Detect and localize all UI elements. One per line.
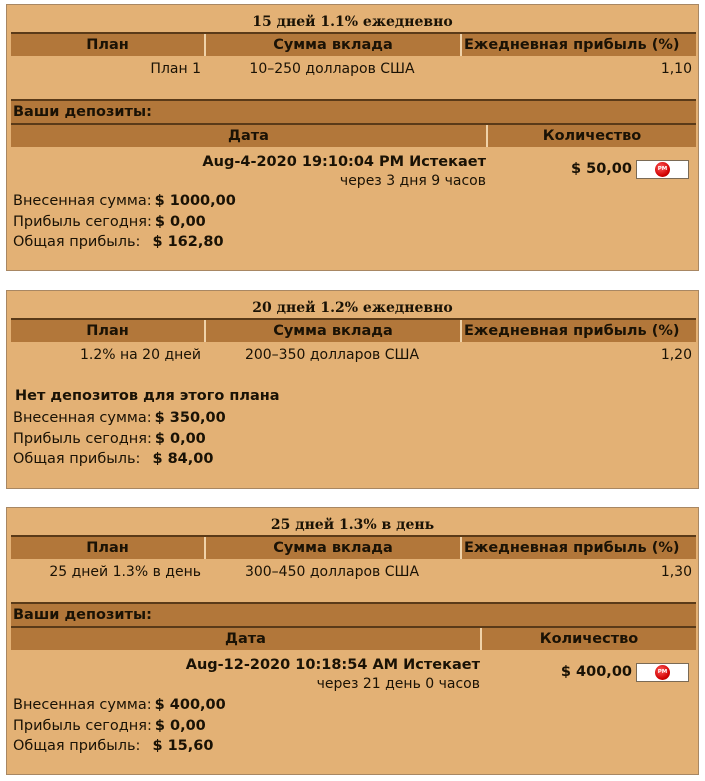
deposit-date: Aug-12-2020 10:18:54 AM Истекает: [185, 657, 480, 673]
deposits-header-label: Ваши депозиты:: [13, 104, 152, 120]
no-deposits-message: Нет депозитов для этого плана: [15, 388, 280, 404]
plan-table-header: [11, 535, 696, 559]
column-header-amount: Количество: [480, 628, 696, 650]
column-header-plan: План: [86, 37, 129, 53]
total-profit-label: Общая прибыль:: [13, 451, 141, 467]
deposit-row: [66, 153, 486, 191]
perfect-money-icon: PM: [655, 665, 670, 680]
total-profit-value: $ 15,60: [152, 738, 214, 754]
plan-sum-range: 200–350 долларов США: [244, 347, 420, 363]
column-header-plan: План: [86, 540, 129, 556]
deposit-amount: $ 400,00: [560, 664, 632, 680]
profit-today-label: Прибыль сегодня:: [13, 430, 152, 447]
deposit-row: [60, 656, 480, 694]
deposit-amount: $ 50,00: [570, 161, 632, 177]
column-header-sum: Сумма вклада: [204, 537, 460, 559]
payment-method-badge: [636, 160, 689, 179]
plan-title: 25 дней 1.3% в день: [270, 517, 435, 533]
plan-table-header: [11, 318, 696, 342]
deposited-label: Внесенная сумма:: [13, 410, 152, 426]
deposited-value: $ 1000,00: [154, 193, 236, 209]
total-profit-label: Общая прибыль:: [13, 738, 141, 754]
total-profit-label: Общая прибыль:: [13, 234, 141, 250]
plan-daily-profit: 1,10: [660, 61, 692, 77]
deposit-date: Aug-4-2020 19:10:04 PM Истекает: [202, 154, 486, 170]
column-header-sum: Сумма вклада: [204, 34, 460, 56]
plan-table-header: [11, 32, 696, 56]
plan-sum-range: 300–450 долларов США: [244, 564, 420, 580]
column-header-profit: Ежедневная прибыль (%): [460, 537, 696, 559]
plan-title: 20 дней 1.2% ежедневно: [252, 300, 453, 316]
deposited-value: $ 400,00: [154, 697, 226, 713]
deposits-section-header: [11, 602, 696, 626]
deposited-value: $ 350,00: [154, 410, 226, 426]
deposit-expiry: через 3 дня 9 часов: [339, 173, 486, 189]
total-profit-value: $ 162,80: [152, 234, 224, 250]
plan-table-row: [11, 344, 696, 366]
column-header-profit: Ежедневная прибыль (%): [460, 320, 696, 342]
plan-name: План 1: [150, 61, 201, 77]
column-header-date: Дата: [228, 128, 269, 144]
plan-panel-3: [6, 507, 699, 775]
plan-table-row: [11, 561, 696, 583]
plan-panel-1: [6, 4, 699, 271]
column-header-amount: Количество: [486, 125, 696, 147]
profit-today-label: Прибыль сегодня:: [13, 213, 152, 230]
plan-daily-profit: 1,20: [660, 347, 692, 363]
column-header-plan: План: [86, 323, 129, 339]
deposited-label: Внесенная сумма:: [13, 697, 152, 713]
plan-panel-2: [6, 290, 699, 489]
payment-method-badge: [636, 663, 689, 682]
plan-sum-range: 10–250 долларов США: [249, 61, 415, 77]
profit-today-value: $ 0,00: [154, 717, 206, 734]
plan-daily-profit: 1,30: [660, 564, 692, 580]
profit-today-label: Прибыль сегодня:: [13, 717, 152, 734]
deposits-table-header: [11, 626, 696, 650]
deposit-stats: [13, 408, 226, 470]
plan-title: 15 дней 1.1% ежедневно: [252, 14, 453, 30]
plan-table-row: [11, 58, 696, 80]
column-header-date: Дата: [225, 631, 266, 647]
perfect-money-icon: PM: [655, 162, 670, 177]
column-header-sum: Сумма вклада: [204, 320, 460, 342]
plan-name: 25 дней 1.3% в день: [49, 564, 201, 580]
deposit-stats: [13, 191, 236, 253]
column-header-profit: Ежедневная прибыль (%): [460, 34, 696, 56]
deposited-label: Внесенная сумма:: [13, 193, 152, 209]
deposits-header-label: Ваши депозиты:: [13, 607, 152, 623]
total-profit-value: $ 84,00: [152, 451, 214, 467]
deposit-stats: [13, 695, 226, 757]
profit-today-value: $ 0,00: [154, 430, 206, 447]
plan-name: 1.2% на 20 дней: [79, 347, 201, 363]
deposit-expiry: через 21 день 0 часов: [316, 676, 480, 692]
profit-today-value: $ 0,00: [154, 213, 206, 230]
deposits-section-header: [11, 99, 696, 123]
deposits-table-header: [11, 123, 696, 147]
